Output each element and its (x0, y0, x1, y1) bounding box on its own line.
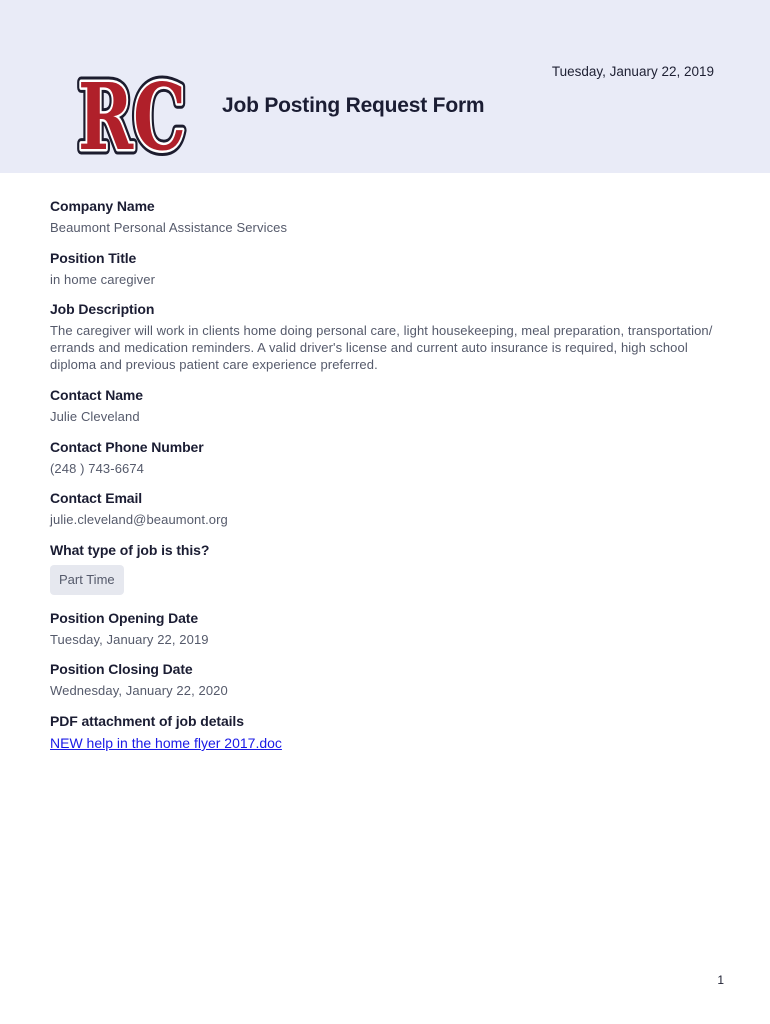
form-content (50, 197, 720, 753)
attachment-link[interactable]: NEW help in the home flyer 2017.doc (50, 735, 282, 751)
job-type-field (50, 541, 720, 609)
contact-name-value: Julie Cleveland (50, 409, 140, 424)
contact-phone-value: (248 ) 743-6674 (50, 461, 145, 476)
header-date: Tuesday, January 22, 2019 (551, 64, 714, 79)
job-type-label: What type of job is this? (50, 542, 210, 558)
closing-date-label: Position Closing Date (50, 661, 193, 677)
job-type-badge: Part Time (50, 565, 124, 595)
opening-date-field (50, 609, 720, 660)
page-title: Job Posting Request Form (222, 94, 485, 117)
contact-phone-field (50, 438, 720, 489)
company-name-label: Company Name (50, 198, 155, 214)
rc-logo (76, 57, 190, 163)
job-description-field (50, 300, 720, 386)
svg-text:RC: RC (78, 63, 186, 163)
contact-phone-label: Contact Phone Number (50, 439, 204, 455)
company-name-field (50, 197, 720, 249)
contact-email-field (50, 489, 720, 541)
opening-date-label: Position Opening Date (50, 610, 199, 626)
contact-email-value: julie.cleveland@beaumont.org (50, 512, 228, 527)
attachment-field (50, 712, 720, 753)
job-description-label: Job Description (50, 301, 155, 317)
position-title-field (50, 249, 720, 300)
form-header (0, 0, 770, 173)
company-name-value: Beaumont Personal Assistance Services (50, 220, 288, 235)
job-description-value: The caregiver will work in clients home doing personal care, light housekeeping, meal preparation, transportation/ errands and medication reminders. A valid driver's license and current auto insurance is required, high school diploma and previous patient care experience preferred. (50, 323, 713, 372)
opening-date-value: Tuesday, January 22, 2019 (50, 632, 209, 647)
svg-text:RC: RC (78, 63, 186, 163)
page-number: 1 (717, 973, 724, 987)
closing-date-field (50, 660, 720, 712)
position-title-label: Position Title (50, 250, 137, 266)
contact-email-label: Contact Email (50, 490, 143, 506)
attachment-label: PDF attachment of job details (50, 713, 244, 729)
closing-date-value: Wednesday, January 22, 2020 (50, 683, 228, 698)
svg-text:RC: RC (78, 63, 186, 163)
contact-name-field (50, 386, 720, 438)
position-title-value: in home caregiver (50, 272, 156, 287)
contact-name-label: Contact Name (50, 387, 143, 403)
